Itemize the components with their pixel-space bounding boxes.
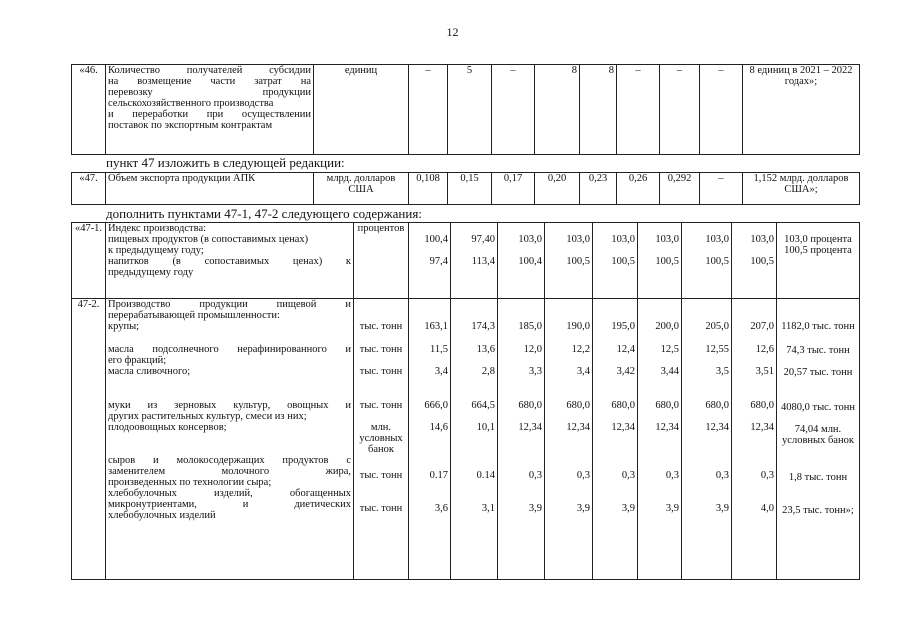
value-cell: –	[617, 65, 660, 155]
value-cell: 0,26	[617, 173, 660, 205]
value-column: 207,0 12,6 3,51 680,0 12,34 0,3 4,0	[732, 299, 777, 580]
drinks-index-value: 100,5	[705, 256, 729, 267]
value-column: 163,1 11,5 3,4 666,0 14,6 0.17 3,6	[409, 299, 451, 580]
food-index-value: 103,0	[655, 234, 679, 245]
drinks-index-value: 100,5	[750, 256, 774, 267]
drinks-index-value: 100,5	[655, 256, 679, 267]
table-rows-47-1-47-2	[71, 222, 860, 580]
value-column: 200,0 12,5 3,44 680,0 12,34 0,3 3,9	[638, 299, 682, 580]
value-column: 190,0 12,2 3,4 680,0 12,34 0,3 3,9	[545, 299, 593, 580]
instruction-note: пункт 47 изложить в следующей редакции:	[106, 155, 345, 170]
value-cell: 0,23	[580, 173, 617, 205]
row-number: 47-2.	[72, 299, 106, 580]
drinks-index-value: 100,5	[566, 256, 590, 267]
drinks-index-value: 100,4	[518, 256, 542, 267]
indicator-name: Объем экспорта продукции АПК	[106, 173, 314, 205]
value-column: 205,0 12,55 3,5 680,0 12,34 0,3 3,9	[682, 299, 732, 580]
unit-cell: тыс. тонн тыс. тонн тыс. тонн тыс. тонн млн. условных банок тыс. тонн тыс. тонн	[354, 299, 409, 580]
food-index-value: 103,0	[611, 234, 635, 245]
indicator-name: Индекс производства: пищевых продуктов (в сопоставимых ценах) к предыдущему году; напитков (в сопоставимых ценах) к предыдущему году	[106, 223, 354, 299]
value-column: 195,0 12,4 3,42 680,0 12,34 0,3 3,9	[593, 299, 638, 580]
table-row-47-1	[72, 223, 860, 299]
unit-cell: единиц	[314, 65, 409, 155]
food-index-total: 103,0 процента	[784, 234, 852, 245]
drinks-index-value: 97,4	[429, 256, 448, 267]
table-row-47	[71, 172, 860, 205]
value-cell: 0,15	[448, 173, 492, 205]
unit-cell: процентов	[354, 223, 409, 299]
food-index-value: 100,4	[424, 234, 448, 245]
value-cell: 0,17	[492, 173, 535, 205]
value-cell: 0,108	[409, 173, 448, 205]
food-index-value: 97,40	[471, 234, 495, 245]
value-cell: –	[660, 65, 700, 155]
food-index-value: 103,0	[750, 234, 774, 245]
value-cell: 0,20	[535, 173, 580, 205]
value-cell: 8	[535, 65, 580, 155]
food-index-value: 103,0	[518, 234, 542, 245]
total-column: 1182,0 тыс. тонн 74,3 тыс. тонн 20,57 тыс. тонн 4080,0 тыс. тонн 74,04 млн. условных банок 1,8 тыс. тонн 23,5 тыс. тонн»;	[777, 299, 860, 580]
drinks-index-total: 100,5 процента	[784, 245, 852, 256]
drinks-index-value: 100,5	[611, 256, 635, 267]
value-column: 174,3 13,6 2,8 664,5 10,1 0.14 3,1	[451, 299, 498, 580]
value-column: 185,0 12,0 3,3 680,0 12,34 0,3 3,9	[498, 299, 545, 580]
value-cell: –	[409, 65, 448, 155]
food-index-value: 103,0	[566, 234, 590, 245]
row-number: «47-1.	[72, 223, 106, 299]
drinks-index-value: 113,4	[471, 256, 495, 267]
indicator-name: Производство продукции пищевой и перерабатывающей промышленности: крупы; масла подсолнечного нерафинированного и его фракций; масла сливочного; муки из зерновых культур, овощных и других растительных культур, смеси из них; плодоовощных консервов; сыров и молокосодержащих продуктов с заменителем молочного жира, произведенных по технологии сыра; хлебобулочных изделий, обогащенных микронутриентами, и диетических хлебобулочных изделий	[106, 299, 354, 580]
value-cell: –	[700, 65, 743, 155]
indicator-name: Количество получателей субсидии на возмещение части затрат на перевозку продукции сельскохозяйственного производства и переработки при осуществлении поставок по экспортным контрактам	[106, 65, 314, 155]
value-cell: 8	[580, 65, 617, 155]
row-number: «46.	[72, 65, 106, 155]
value-cell: –	[700, 173, 743, 205]
table-row-47-2	[72, 299, 860, 580]
page-number: 12	[446, 25, 459, 39]
value-cell: 0,292	[660, 173, 700, 205]
food-index-value: 103,0	[705, 234, 729, 245]
row-number: «47.	[72, 173, 106, 205]
total-cell: 1,152 млрд. долларов США»;	[743, 173, 860, 205]
total-cell: 8 единиц в 2021 – 2022 годах»;	[743, 65, 860, 155]
unit-cell: млрд. долларов США	[314, 173, 409, 205]
table-row-46	[71, 64, 860, 155]
value-cell: –	[492, 65, 535, 155]
value-cell: 5	[448, 65, 492, 155]
instruction-note: дополнить пунктами 47-1, 47-2 следующего содержания:	[106, 206, 422, 221]
